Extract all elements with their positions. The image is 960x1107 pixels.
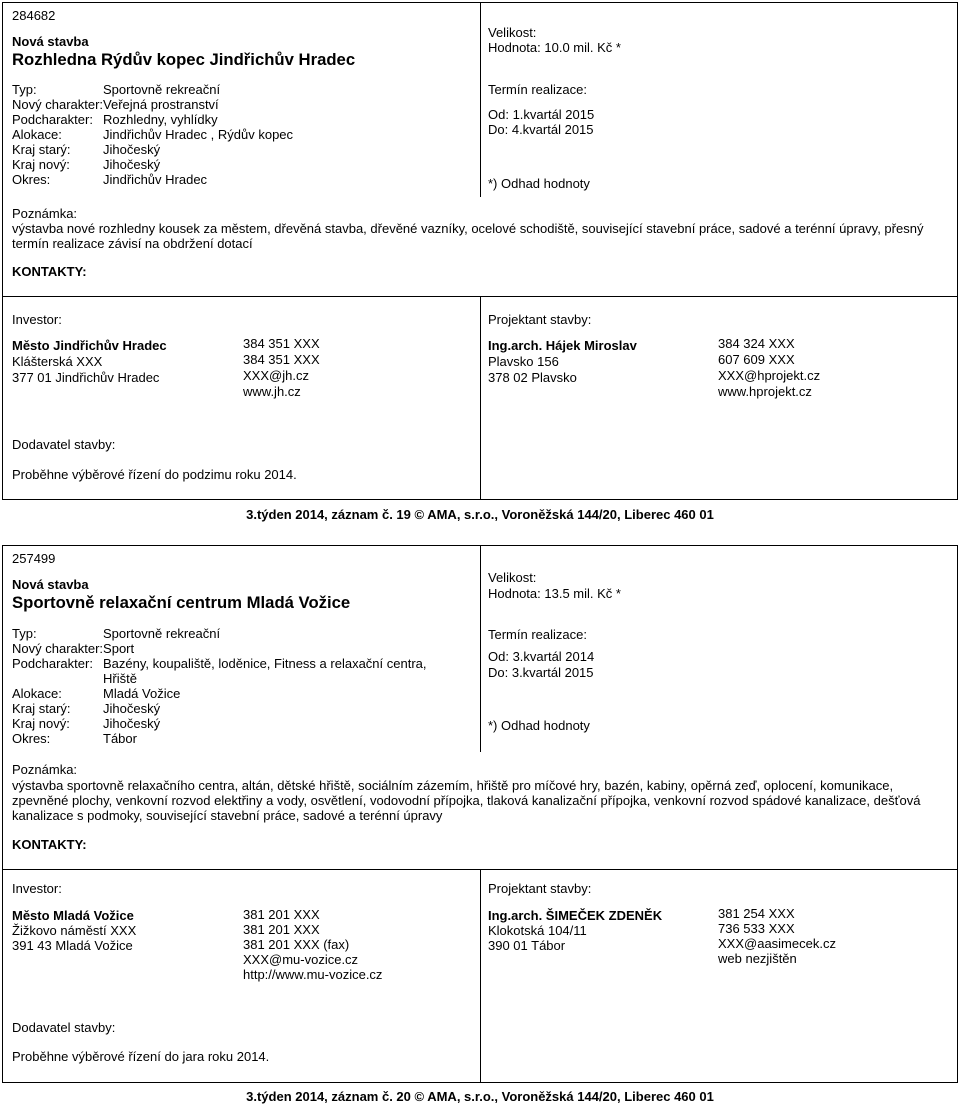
term-to: Do: 3.kvartál 2015 <box>488 665 594 680</box>
record-id: 284682 <box>12 8 56 23</box>
field-label: Kraj starý: <box>12 142 71 157</box>
column-divider <box>480 546 481 752</box>
contact-line: 381 254 XXX <box>718 906 795 921</box>
address-line: Plavsko 156 <box>488 354 559 369</box>
address-line: 391 43 Mladá Vožice <box>12 938 133 953</box>
contact-line: 736 533 XXX <box>718 921 795 936</box>
contacts-heading: KONTAKTY: <box>12 264 87 279</box>
field-row-subcharacter <box>12 112 444 127</box>
designer-name: Ing.arch. ŠIMEČEK ZDENĚK <box>488 908 663 923</box>
supplier-label: Dodavatel stavby: <box>12 1020 116 1035</box>
contact-line: 381 201 XXX (fax) <box>243 937 350 952</box>
record-card <box>2 2 958 500</box>
size-value: Hodnota: 10.0 mil. Kč * <box>488 40 621 55</box>
investor-contact <box>243 336 320 400</box>
note-text: výstavba sportovně relaxačního centra, altán, dětské hřiště, sociálním zázemím, hřiště pro míčové hry, bazén, kabiny, opěrná zeď, oplocení, komunikace, zpevněné plochy, venkovní rozvod elektřiny a vody, osvětlení, vodovodní přípojka, tlaková kanalizační přípojka, venkovní rozvod spádové kanalizace, dešťová kanalizace s podmoky, související stavební práce, sadové a terénní úpravy <box>12 778 921 823</box>
field-label: Alokace: <box>12 686 62 701</box>
contacts-column-divider <box>480 869 481 1082</box>
contact-line: 607 609 XXX <box>718 352 795 367</box>
record-status: Nová stavba <box>12 34 89 49</box>
contact-line: XXX@mu-vozice.cz <box>243 952 359 967</box>
field-row-district <box>12 172 444 187</box>
address-line: 377 01 Jindřichův Hradec <box>12 370 160 385</box>
field-row-allocation <box>12 127 444 142</box>
term-to: Do: 4.kvartál 2015 <box>488 122 594 137</box>
term-dates <box>488 649 594 681</box>
field-value: Jihočeský <box>103 701 161 716</box>
field-value: Jihočeský <box>103 157 161 172</box>
record-footer: 3.týden 2014, záznam č. 20 © AMA, s.r.o., Voroněžská 144/20, Liberec 460 01 <box>246 1089 714 1104</box>
record-status: Nová stavba <box>12 577 89 592</box>
note-label: Poznámka: <box>12 206 78 221</box>
record-title: Sportovně relaxační centrum Mladá Vožice <box>12 593 351 612</box>
record-footer: 3.týden 2014, záznam č. 19 © AMA, s.r.o., Voroněžská 144/20, Liberec 460 01 <box>246 507 714 522</box>
field-value: Jindřichův Hradec , Rýdův kopec <box>103 127 294 142</box>
field-row-old-region <box>12 701 444 716</box>
investor-address <box>12 908 136 953</box>
investor-name: Město Jindřichův Hradec <box>12 338 167 353</box>
field-row-subcharacter <box>12 656 444 686</box>
field-label: Alokace: <box>12 127 62 142</box>
field-label: Kraj nový: <box>12 157 70 172</box>
project-fields <box>12 82 444 187</box>
field-row-old-region <box>12 142 444 157</box>
investor-label: Investor: <box>12 881 62 896</box>
designer-label: Projektant stavby: <box>488 881 592 896</box>
field-value: Bazény, koupaliště, loděnice, Fitness a relaxační centra, Hřiště <box>103 656 427 686</box>
field-row-allocation <box>12 686 444 701</box>
size-block <box>488 25 621 55</box>
field-label: Typ: <box>12 82 37 97</box>
field-row-new-region <box>12 157 444 172</box>
contact-line: web nezjištěn <box>718 951 797 966</box>
designer-name: Ing.arch. Hájek Miroslav <box>488 338 637 353</box>
field-value: Sportovně rekreační <box>103 626 221 641</box>
designer-address <box>488 908 662 953</box>
contact-line: XXX@hprojekt.cz <box>718 368 821 383</box>
address-line: 378 02 Plavsko <box>488 370 577 385</box>
field-value: Rozhledny, vyhlídky <box>103 112 218 127</box>
note-label: Poznámka: <box>12 762 78 777</box>
field-label: Kraj starý: <box>12 701 71 716</box>
contact-line: 384 351 XXX <box>243 336 320 351</box>
contacts-column-divider <box>480 296 481 499</box>
field-value: Jihočeský <box>103 716 161 731</box>
contacts-heading: KONTAKTY: <box>12 837 87 852</box>
address-line: Žižkovo náměstí XXX <box>12 923 137 938</box>
supplier-text: Proběhne výběrové řízení do jara roku 2014. <box>12 1049 270 1064</box>
record-card <box>2 545 958 1083</box>
address-line: 390 01 Tábor <box>488 938 566 953</box>
field-value: Sport <box>103 641 135 656</box>
field-label: Okres: <box>12 172 51 187</box>
designer-contact <box>718 336 820 400</box>
contact-line: www.hprojekt.cz <box>718 384 812 399</box>
size-label: Velikost: <box>488 25 537 40</box>
field-row-new-character <box>12 641 444 656</box>
note-text: výstavba nové rozhledny kousek za městem, dřevěná stavba, dřevěné vazníky, ocelové schodiště, související stavební práce, sadové a terénní úpravy, přesný termín realizace závisí na obdržení dotací <box>12 221 924 251</box>
term-label: Termín realizace: <box>488 627 587 642</box>
term-from: Od: 1.kvartál 2015 <box>488 107 595 122</box>
field-row-new-character <box>12 97 444 112</box>
designer-address <box>488 338 637 386</box>
contact-line: 384 351 XXX <box>243 352 320 367</box>
designer-contact <box>718 906 836 966</box>
investor-label: Investor: <box>12 312 62 327</box>
field-value: Tábor <box>103 731 137 746</box>
field-row-type <box>12 626 444 641</box>
contact-line: www.jh.cz <box>243 384 301 399</box>
column-divider <box>480 3 481 197</box>
field-row-new-region <box>12 716 444 731</box>
field-row-district <box>12 731 444 746</box>
contact-line: XXX@aasimecek.cz <box>718 936 836 951</box>
size-block <box>488 570 621 602</box>
address-line: Klášterská XXX <box>12 354 103 369</box>
field-value: Mladá Vožice <box>103 686 181 701</box>
designer-label: Projektant stavby: <box>488 312 592 327</box>
field-label: Okres: <box>12 731 51 746</box>
contact-line: 381 201 XXX <box>243 907 320 922</box>
size-label: Velikost: <box>488 570 537 585</box>
field-label: Podcharakter: <box>12 112 93 127</box>
supplier-text: Proběhne výběrové řízení do podzimu roku 2014. <box>12 467 297 482</box>
project-fields <box>12 626 444 746</box>
field-label: Nový charakter: <box>12 641 104 656</box>
term-from: Od: 3.kvartál 2014 <box>488 649 595 664</box>
supplier-label: Dodavatel stavby: <box>12 437 116 452</box>
contact-line: 384 324 XXX <box>718 336 795 351</box>
field-label: Kraj nový: <box>12 716 70 731</box>
estimate-note: *) Odhad hodnoty <box>488 176 590 191</box>
field-value: Jihočeský <box>103 142 161 157</box>
investor-contact <box>243 907 382 982</box>
estimate-note: *) Odhad hodnoty <box>488 718 590 733</box>
record-title: Rozhledna Rýdův kopec Jindřichův Hradec <box>12 50 356 69</box>
field-label: Typ: <box>12 626 37 641</box>
field-value: Veřejná prostranství <box>103 97 219 112</box>
investor-name: Město Mladá Vožice <box>12 908 134 923</box>
contact-line: XXX@jh.cz <box>243 368 309 383</box>
field-label: Podcharakter: <box>12 656 93 671</box>
size-value: Hodnota: 13.5 mil. Kč * <box>488 586 621 601</box>
field-value: Sportovně rekreační <box>103 82 221 97</box>
contact-line: http://www.mu-vozice.cz <box>243 967 383 982</box>
term-label: Termín realizace: <box>488 82 587 97</box>
record-id: 257499 <box>12 551 56 566</box>
investor-address <box>12 338 167 386</box>
contact-line: 381 201 XXX <box>243 922 320 937</box>
field-label: Nový charakter: <box>12 97 104 112</box>
address-line: Klokotská 104/11 <box>488 923 587 938</box>
field-value: Jindřichův Hradec <box>103 172 208 187</box>
field-row-type <box>12 82 444 97</box>
term-dates <box>488 107 594 137</box>
